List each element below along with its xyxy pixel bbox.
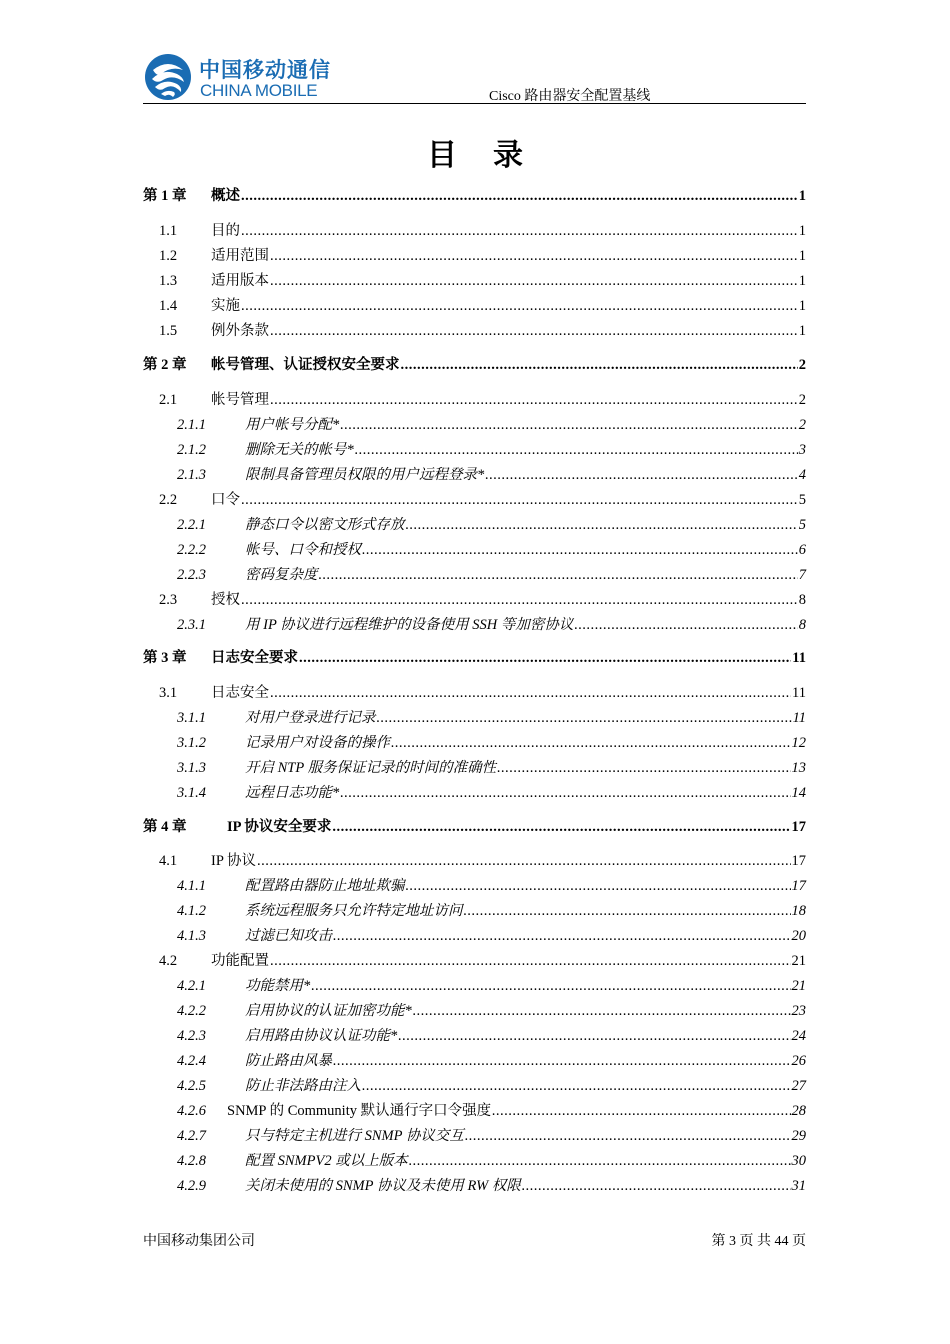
toc-entry-number: 第 2 章 bbox=[143, 357, 187, 373]
toc-entry-number: 2.3.1 bbox=[177, 617, 206, 633]
toc-entry[interactable] bbox=[143, 816, 806, 838]
toc-entry[interactable] bbox=[143, 320, 806, 342]
toc-entry[interactable] bbox=[143, 1100, 806, 1122]
toc-entry-number: 第 1 章 bbox=[143, 188, 187, 204]
logo-english-text: CHINA MOBILE bbox=[200, 81, 318, 100]
toc-leader-dots bbox=[406, 514, 798, 536]
toc-entry-title: 记录用户对设备的操作 bbox=[245, 735, 390, 751]
toc-entry-title: 过滤已知攻击 bbox=[245, 928, 332, 944]
toc-entry-page-number: 5 bbox=[798, 517, 806, 533]
toc-entry-title: 关闭未使用的 SNMP 协议及未使用 RW 权限 bbox=[245, 1178, 521, 1194]
toc-entry-number: 4.2.8 bbox=[177, 1153, 206, 1169]
toc-leader-dots bbox=[574, 614, 797, 636]
toc-entry-title: 用 IP 协议进行远程维护的设备使用 SSH 等加密协议 bbox=[245, 617, 574, 633]
toc-entry-page-number: 4 bbox=[798, 467, 806, 483]
toc-entry[interactable] bbox=[143, 1150, 806, 1172]
toc-entry-page-number: 13 bbox=[791, 760, 806, 776]
toc-entry[interactable] bbox=[143, 185, 806, 207]
toc-entry-number: 2.2.2 bbox=[177, 542, 206, 558]
toc-entry[interactable] bbox=[143, 564, 806, 586]
toc-entry[interactable] bbox=[143, 1025, 806, 1047]
toc-entry-number: 2.1.3 bbox=[177, 467, 206, 483]
toc-entry-title: 对用户登录进行记录 bbox=[245, 710, 376, 726]
toc-entry-page-number: 17 bbox=[791, 878, 806, 894]
toc-entry-number: 4.2.7 bbox=[177, 1128, 206, 1144]
toc-entry-page-number: 3 bbox=[798, 442, 806, 458]
toc-entry[interactable] bbox=[143, 589, 806, 611]
toc-entry[interactable] bbox=[143, 875, 806, 897]
toc-entry-page-number: 17 bbox=[791, 819, 806, 835]
toc-entry-title: 用户帐号分配* bbox=[245, 417, 340, 433]
toc-entry-title: SNMP 的 Community 默认通行字口令强度 bbox=[227, 1103, 492, 1119]
toc-entry-page-number: 28 bbox=[791, 1103, 806, 1119]
toc-leader-dots bbox=[355, 439, 798, 461]
toc-entry[interactable] bbox=[143, 647, 806, 669]
toc-entry-number: 1.3 bbox=[159, 273, 178, 289]
toc-entry-title: 配置 SNMPV2 或以上版本 bbox=[245, 1153, 408, 1169]
toc-leader-dots bbox=[270, 320, 798, 342]
toc-entry[interactable] bbox=[143, 614, 806, 636]
toc-entry-page-number: 21 bbox=[791, 978, 806, 994]
toc-entry-number: 2.2.3 bbox=[177, 567, 206, 583]
toc-entry[interactable] bbox=[143, 682, 806, 704]
toc-entry-page-number: 1 bbox=[798, 298, 806, 314]
toc-entry[interactable] bbox=[143, 489, 806, 511]
toc-entry-page-number: 6 bbox=[798, 542, 806, 558]
toc-entry-number: 2.1.2 bbox=[177, 442, 206, 458]
toc-entry-number: 4.2 bbox=[159, 953, 178, 969]
toc-entry-number: 4.2.1 bbox=[177, 978, 206, 994]
toc-entry-number: 4.2.9 bbox=[177, 1178, 206, 1194]
toc-entry-number: 2.1 bbox=[159, 392, 178, 408]
toc-entry-page-number: 17 bbox=[791, 853, 806, 869]
toc-entry-title: 实施 bbox=[211, 298, 240, 314]
toc-entry-title: 口令 bbox=[211, 492, 240, 508]
toc-leader-dots bbox=[398, 1025, 790, 1047]
toc-entry[interactable] bbox=[143, 1000, 806, 1022]
toc-entry[interactable] bbox=[143, 782, 806, 804]
toc-entry-title: 启用路由协议认证功能* bbox=[245, 1028, 398, 1044]
toc-entry-number: 2.2 bbox=[159, 492, 178, 508]
toc-leader-dots bbox=[340, 782, 790, 804]
toc-entry-title: 概述 bbox=[211, 188, 240, 204]
toc-entry-number: 3.1.3 bbox=[177, 760, 206, 776]
toc-entry-title: 适用版本 bbox=[211, 273, 269, 289]
toc-leader-dots bbox=[340, 414, 798, 436]
toc-entry-page-number: 26 bbox=[791, 1053, 806, 1069]
toc-leader-dots bbox=[257, 850, 791, 872]
toc-entry-number: 1.1 bbox=[159, 223, 178, 239]
toc-entry-title: 适用范围 bbox=[211, 248, 269, 264]
toc-entry-title: 日志安全要求 bbox=[211, 650, 298, 666]
toc-entry-title: 密码复杂度 bbox=[245, 567, 318, 583]
toc-entry-page-number: 1 bbox=[798, 188, 806, 204]
toc-leader-dots bbox=[311, 975, 790, 997]
toc-leader-dots bbox=[333, 1050, 791, 1072]
toc-entry-title: 授权 bbox=[211, 592, 240, 608]
toc-entry-title: 帐号、口令和授权 bbox=[245, 542, 361, 558]
toc-entry-number: 第 3 章 bbox=[143, 650, 187, 666]
toc-entry-page-number: 14 bbox=[791, 785, 806, 801]
toc-leader-dots bbox=[377, 707, 792, 729]
toc-entry-title: 删除无关的帐号* bbox=[245, 442, 354, 458]
toc-entry-page-number: 1 bbox=[798, 273, 806, 289]
toc-entry[interactable] bbox=[143, 464, 806, 486]
logo-chinese-text: 中国移动通信 bbox=[199, 58, 331, 82]
toc-entry-number: 3.1 bbox=[159, 685, 178, 701]
toc-entry-number: 3.1.4 bbox=[177, 785, 206, 801]
toc-entry-title: 帐号管理、认证授权安全要求 bbox=[211, 357, 400, 373]
toc-entry-title: 目的 bbox=[211, 223, 240, 239]
toc-entry-page-number: 2 bbox=[798, 357, 806, 373]
toc-entry[interactable] bbox=[143, 975, 806, 997]
toc-entry[interactable] bbox=[143, 354, 806, 376]
footer-company: 中国移动集团公司 bbox=[143, 1234, 255, 1249]
toc-entry[interactable] bbox=[143, 220, 806, 242]
toc-entry[interactable] bbox=[143, 439, 806, 461]
toc-entry-page-number: 20 bbox=[791, 928, 806, 944]
toc-entry-page-number: 1 bbox=[798, 248, 806, 264]
toc-leader-dots bbox=[362, 1075, 791, 1097]
footer-page-info: 第 3 页 共 44 页 bbox=[711, 1234, 806, 1249]
toc-entry-page-number: 7 bbox=[798, 567, 806, 583]
toc-entry-number: 4.2.2 bbox=[177, 1003, 206, 1019]
toc-leader-dots bbox=[332, 816, 790, 838]
toc-entry-page-number: 30 bbox=[791, 1153, 806, 1169]
toc-leader-dots bbox=[465, 1125, 791, 1147]
toc-entry[interactable] bbox=[143, 1125, 806, 1147]
toc-leader-dots bbox=[270, 270, 798, 292]
toc-entry-number: 4.2.4 bbox=[177, 1053, 206, 1069]
toc-entry-number: 1.2 bbox=[159, 248, 178, 264]
toc-leader-dots bbox=[241, 589, 798, 611]
toc-leader-dots bbox=[241, 220, 798, 242]
toc-entry[interactable] bbox=[143, 950, 806, 972]
toc-entry[interactable] bbox=[143, 1075, 806, 1097]
toc-entry[interactable] bbox=[143, 757, 806, 779]
toc-entry[interactable] bbox=[143, 539, 806, 561]
header-document-title: Cisco 路由器安全配置基线 bbox=[489, 89, 651, 104]
toc-entry-title: 帐号管理 bbox=[211, 392, 269, 408]
toc-entry-page-number: 21 bbox=[791, 953, 806, 969]
toc-entry-page-number: 23 bbox=[791, 1003, 806, 1019]
toc-entry[interactable] bbox=[143, 900, 806, 922]
toc-entry-number: 1.4 bbox=[159, 298, 178, 314]
toc-leader-dots bbox=[409, 1150, 791, 1172]
toc-entry-title: 静态口令以密文形式存放 bbox=[245, 517, 405, 533]
toc-entry-page-number: 8 bbox=[798, 617, 806, 633]
toc-title-char-2: 录 bbox=[493, 138, 523, 173]
toc-entry-number: 4.2.3 bbox=[177, 1028, 206, 1044]
toc-entry-page-number: 18 bbox=[791, 903, 806, 919]
toc-leader-dots bbox=[464, 900, 791, 922]
toc-entry-title: 远程日志功能* bbox=[245, 785, 340, 801]
toc-leader-dots bbox=[413, 1000, 791, 1022]
toc-entry-number: 4.2.5 bbox=[177, 1078, 206, 1094]
toc-entry-page-number: 5 bbox=[798, 492, 806, 508]
toc-entry[interactable] bbox=[143, 1050, 806, 1072]
toc-entry-title: 启用协议的认证加密功能* bbox=[245, 1003, 412, 1019]
toc-entry-title: 只与特定主机进行 SNMP 协议交互 bbox=[245, 1128, 464, 1144]
toc-leader-dots bbox=[362, 539, 798, 561]
toc-entry-title: 限制具备管理员权限的用户远程登录* bbox=[245, 467, 485, 483]
toc-entry-title: 功能禁用* bbox=[245, 978, 311, 994]
toc-entry[interactable] bbox=[143, 514, 806, 536]
toc-entry-number: 2.1.1 bbox=[177, 417, 206, 433]
toc-entry[interactable] bbox=[143, 414, 806, 436]
toc-entry-title: 配置路由器防止地址欺骗 bbox=[245, 878, 405, 894]
toc-entry-page-number: 2 bbox=[798, 417, 806, 433]
toc-entry-title: IP 协议 bbox=[211, 853, 256, 869]
toc-entry[interactable] bbox=[143, 1175, 806, 1197]
toc-entry-number: 3.1.1 bbox=[177, 710, 206, 726]
toc-entry-title: 例外条款 bbox=[211, 323, 269, 339]
toc-entry-title: 防止非法路由注入 bbox=[245, 1078, 361, 1094]
toc-leader-dots bbox=[497, 757, 790, 779]
toc-leader-dots bbox=[241, 295, 798, 317]
toc-entry-page-number: 2 bbox=[798, 392, 806, 408]
toc-entry-title: 日志安全 bbox=[211, 685, 269, 701]
toc-leader-dots bbox=[241, 185, 798, 207]
toc-entry-number: 1.5 bbox=[159, 323, 178, 339]
toc-entry[interactable] bbox=[143, 925, 806, 947]
toc-entry[interactable] bbox=[143, 270, 806, 292]
toc-entry-title: 防止路由风暴 bbox=[245, 1053, 332, 1069]
toc-entry-page-number: 1 bbox=[798, 323, 806, 339]
toc-leader-dots bbox=[485, 464, 798, 486]
toc-entry[interactable] bbox=[143, 389, 806, 411]
toc-leader-dots bbox=[492, 1100, 790, 1122]
toc-entry-page-number: 8 bbox=[798, 592, 806, 608]
toc-entry-page-number: 24 bbox=[791, 1028, 806, 1044]
toc-entry-number: 第 4 章 bbox=[143, 819, 187, 835]
toc-leader-dots bbox=[299, 647, 791, 669]
toc-entry[interactable] bbox=[143, 732, 806, 754]
toc-leader-dots bbox=[333, 925, 791, 947]
toc-entry-page-number: 27 bbox=[791, 1078, 806, 1094]
toc-entry-page-number: 12 bbox=[791, 735, 806, 751]
toc-leader-dots bbox=[270, 245, 798, 267]
toc-entry[interactable] bbox=[143, 707, 806, 729]
toc-entry-title: 功能配置 bbox=[211, 953, 269, 969]
toc-entry-title: 开启 NTP 服务保证记录的时间的准确性 bbox=[245, 760, 497, 776]
toc-leader-dots bbox=[522, 1175, 791, 1197]
toc-leader-dots bbox=[391, 732, 791, 754]
toc-entry-page-number: 11 bbox=[792, 650, 806, 666]
toc-entry-page-number: 11 bbox=[792, 710, 806, 726]
toc-entry-number: 4.1.1 bbox=[177, 878, 206, 894]
toc-entry-page-number: 31 bbox=[791, 1178, 806, 1194]
toc-entry-number: 4.1.3 bbox=[177, 928, 206, 944]
toc-entry[interactable] bbox=[143, 850, 806, 872]
toc-title-char-1: 目 bbox=[427, 138, 457, 173]
toc-entry-page-number: 1 bbox=[798, 223, 806, 239]
toc-leader-dots bbox=[406, 875, 791, 897]
toc-entry-number: 4.2.6 bbox=[177, 1103, 206, 1119]
toc-entry-number: 2.3 bbox=[159, 592, 178, 608]
toc-leader-dots bbox=[241, 489, 798, 511]
toc-leader-dots bbox=[401, 354, 798, 376]
toc-entry-page-number: 11 bbox=[792, 685, 806, 701]
toc-entry-number: 4.1.2 bbox=[177, 903, 206, 919]
toc-entry[interactable] bbox=[143, 295, 806, 317]
toc-leader-dots bbox=[270, 682, 791, 704]
toc-entry-number: 3.1.2 bbox=[177, 735, 206, 751]
toc-entry-title: IP 协议安全要求 bbox=[227, 819, 332, 835]
toc-leader-dots bbox=[270, 950, 791, 972]
toc-leader-dots bbox=[270, 389, 798, 411]
toc-entry-number: 4.1 bbox=[159, 853, 178, 869]
toc-entry-page-number: 29 bbox=[791, 1128, 806, 1144]
toc-entry-title: 系统远程服务只允许特定地址访问 bbox=[245, 903, 463, 919]
toc-entry-number: 2.2.1 bbox=[177, 517, 206, 533]
toc-entry[interactable] bbox=[143, 245, 806, 267]
toc-leader-dots bbox=[319, 564, 798, 586]
